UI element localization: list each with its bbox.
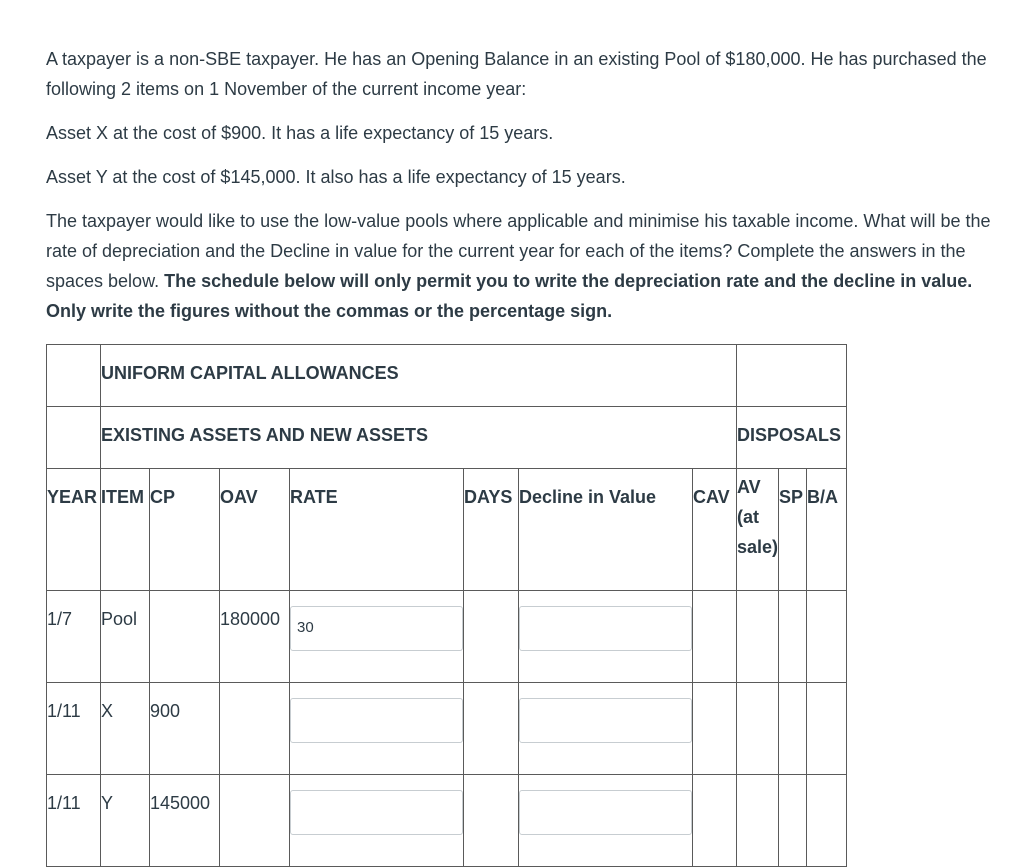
row-cp: 145000 <box>150 793 211 813</box>
rate-input[interactable]: 30 <box>290 606 463 651</box>
question-paragraph-3: Asset Y at the cost of $145,000. It also has a life expectancy of 15 years. <box>46 167 626 187</box>
subtitle-spacer-cell <box>47 407 101 469</box>
table-row <box>47 591 847 683</box>
uca-schedule-table <box>46 344 847 867</box>
row-cp <box>150 591 219 609</box>
instructions-text: The taxpayer would like to use the low-value pools where applicable and minimise his taxable income. What will be the rate of depreciation and the Decline in value for the current year for each of the items? Complete the answers in the spaces below. <box>46 211 991 291</box>
question-paragraph-2: Asset X at the cost of $900. It has a life expectancy of 15 years. <box>46 123 554 143</box>
row-oav: 180000 <box>220 609 281 629</box>
days-cell <box>464 591 519 683</box>
col-cav-header: CAV <box>693 469 737 591</box>
col-cp-header: CP <box>150 469 220 591</box>
column-header-row <box>47 469 847 591</box>
row-item: Y <box>101 793 114 813</box>
cav-cell <box>693 775 737 867</box>
col-sp-header: SP <box>779 469 807 591</box>
table-subtitle: EXISTING ASSETS AND NEW ASSETS <box>101 425 429 445</box>
col-decline-header: Decline in Value <box>519 469 693 591</box>
col-item-header: ITEM <box>101 469 150 591</box>
row-year: 1/11 <box>47 701 81 721</box>
av-cell <box>737 683 779 775</box>
row-year: 1/7 <box>47 609 73 629</box>
question-text <box>46 44 1006 340</box>
table-title: UNIFORM CAPITAL ALLOWANCES <box>101 363 399 383</box>
col-ba-header: B/A <box>807 469 847 591</box>
instructions-bold-text: The schedule below will only permit you to write the depreciation rate and the decline in value. Only write the figures without the commas or the percentage sign. <box>46 271 973 321</box>
disposals-cell <box>737 407 847 469</box>
col-year-header: YEAR <box>47 469 101 591</box>
ba-cell <box>807 775 847 867</box>
col-av-header: AV (at sale) <box>737 469 779 591</box>
subtitle-row <box>47 407 847 469</box>
row-item: Pool <box>101 609 138 629</box>
row-year: 1/11 <box>47 793 81 813</box>
question-paragraph-1: A taxpayer is a non-SBE taxpayer. He has an Opening Balance in an existing Pool of $180,000. He has purchased the following 2 items on 1 November of the current income year: <box>46 49 987 99</box>
days-cell <box>464 775 519 867</box>
av-cell <box>737 775 779 867</box>
ba-cell <box>807 683 847 775</box>
sp-cell <box>779 591 807 683</box>
decline-in-value-input[interactable] <box>519 790 692 835</box>
table-title-cell <box>101 345 737 407</box>
rate-input[interactable] <box>290 790 463 835</box>
title-spacer-cell <box>47 345 101 407</box>
row-cp: 900 <box>150 701 181 721</box>
row-oav <box>220 775 289 793</box>
col-oav-header: OAV <box>220 469 290 591</box>
title-row <box>47 345 847 407</box>
decline-in-value-input[interactable] <box>519 606 692 651</box>
table-row <box>47 775 847 867</box>
row-oav <box>220 683 289 701</box>
decline-in-value-input[interactable] <box>519 698 692 743</box>
rate-input[interactable] <box>290 698 463 743</box>
question-paragraph-4 <box>46 206 1006 326</box>
days-cell <box>464 683 519 775</box>
table-subtitle-cell <box>101 407 737 469</box>
ba-cell <box>807 591 847 683</box>
col-days-header: DAYS <box>464 469 519 591</box>
table-row <box>47 683 847 775</box>
col-rate-header: RATE <box>290 469 464 591</box>
cav-cell <box>693 591 737 683</box>
row-item: X <box>101 701 114 721</box>
sp-cell <box>779 775 807 867</box>
disposals-header: DISPOSALS <box>737 425 842 445</box>
title-right-cell <box>737 345 847 407</box>
sp-cell <box>779 683 807 775</box>
av-cell <box>737 591 779 683</box>
cav-cell <box>693 683 737 775</box>
